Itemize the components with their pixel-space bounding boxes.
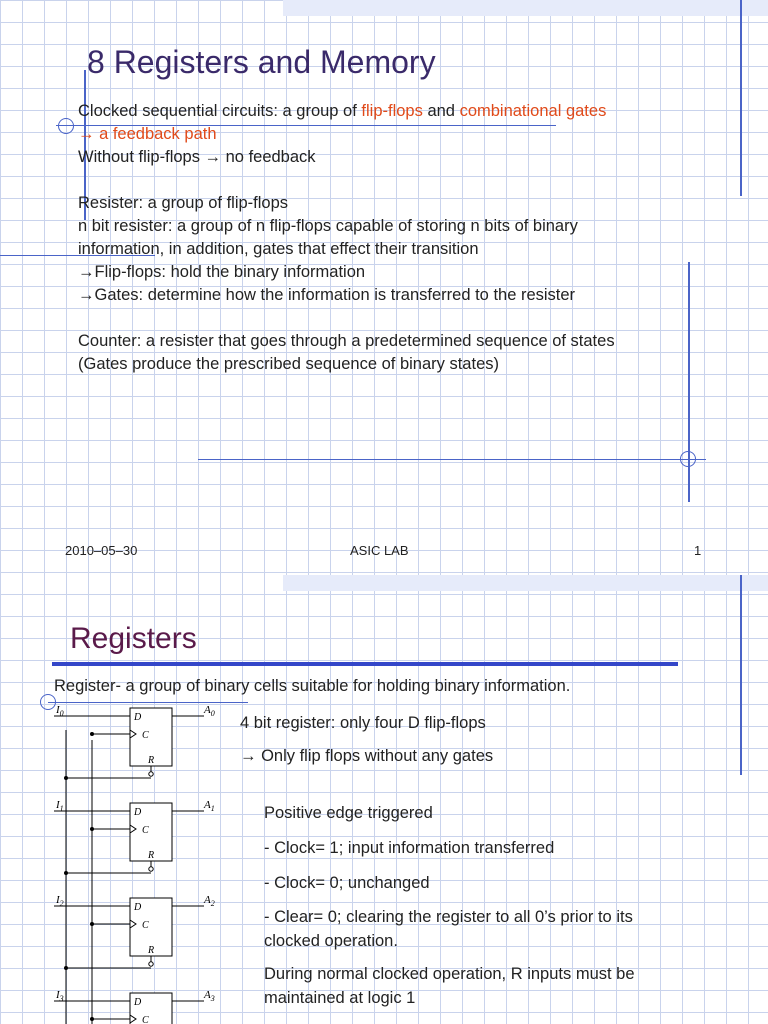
point: 4 bit register: only four D flip-flops [240, 714, 486, 732]
top-band [283, 0, 768, 16]
junction-dot [64, 871, 68, 875]
output-label-0-subscript: 0 [210, 709, 215, 718]
pin-c-label: C [142, 1015, 149, 1024]
input-label-2-subscript: 2 [59, 899, 64, 908]
register-circuit-diagram [52, 700, 232, 1024]
point: → Only flip flops without any gates [240, 747, 494, 765]
blank-line [78, 169, 615, 192]
pin-d-label: D [134, 712, 142, 723]
top-band [283, 575, 768, 591]
body-line: Counter: a resister that goes through a predetermined sequence of states [78, 332, 615, 350]
decor-line [198, 459, 706, 460]
pin-r-label: R [148, 945, 155, 956]
decor-line [740, 575, 742, 775]
junction-dot [64, 776, 68, 780]
register-definition: Register- a group of binary cells suitable for holding binary information. [54, 677, 571, 695]
body-line [78, 100, 615, 123]
junction-dot [90, 827, 94, 831]
output-label-2: $A_2$ [204, 894, 215, 908]
blank-line [78, 307, 615, 330]
body-line: information, in addition, gates that effect their transition [78, 240, 479, 258]
pin-r-label: R [148, 850, 155, 861]
point: During normal clocked operation, R inputs must be [264, 965, 635, 983]
output-label-2-subscript: 2 [210, 899, 215, 908]
slide-body [78, 100, 615, 376]
junction-dot [90, 922, 94, 926]
clear-bubble [149, 962, 153, 966]
decor-circle [58, 118, 74, 134]
input-label-3-subscript: 3 [59, 994, 64, 1003]
highlight-flip-flops: flip-flops [361, 102, 423, 120]
input-label-1-subscript: 1 [59, 804, 64, 813]
pin-d-label: D [134, 807, 142, 818]
junction-dot [90, 732, 94, 736]
point: - Clock= 0; unchanged [264, 874, 430, 892]
slide-title: 8 Registers and Memory [87, 44, 436, 80]
junction-dot [90, 1017, 94, 1021]
pin-c-label: C [142, 825, 149, 836]
input-label-2: $I_2$ [56, 894, 64, 908]
input-label-0-subscript: 0 [59, 709, 64, 718]
pin-c-label: C [142, 920, 149, 931]
body-line: →Gates: determine how the information is transferred to the resister [78, 286, 576, 304]
clear-bubble [149, 867, 153, 871]
output-label-3: $A_3$ [204, 989, 215, 1003]
output-label-1-subscript: 1 [210, 804, 215, 813]
body-line: →Flip-flops: hold the binary information [78, 263, 366, 281]
pin-r-label: R [148, 755, 155, 766]
text-run: Clocked sequential circuits: a group of [78, 102, 362, 120]
junction-dot [64, 966, 68, 970]
footer-page-number: 1 [694, 543, 702, 558]
decor-line [740, 0, 742, 196]
output-label-1: $A_1$ [204, 799, 215, 813]
body-line: Without flip-flops → no feedback [78, 148, 316, 166]
title-underline [52, 662, 678, 666]
body-line: n bit resister: a group of n flip-flops capable of storing n bits of binary [78, 217, 578, 235]
highlight-combinational-gates: combinational gates [459, 102, 607, 120]
footer-date: 2010–05–30 [65, 543, 138, 558]
footer-lab: ASIC LAB [350, 543, 409, 558]
decor-circle [680, 451, 696, 467]
body-line: (Gates produce the prescribed sequence of binary states) [78, 355, 499, 373]
point: - Clock= 1; input information transferred [264, 839, 555, 857]
clear-bubble [149, 772, 153, 776]
point: - Clear= 0; clearing the register to all 0’s prior to its [264, 908, 633, 926]
point: maintained at logic 1 [264, 989, 416, 1007]
pin-d-label: D [134, 997, 142, 1008]
slide-title: Registers [70, 622, 197, 655]
pin-d-label: D [134, 902, 142, 913]
output-label-3-subscript: 3 [210, 994, 215, 1003]
text-run: and [422, 102, 460, 120]
point: Positive edge triggered [264, 804, 433, 822]
input-label-0: $I_0$ [56, 704, 64, 718]
flip-flop-group [54, 704, 215, 1024]
input-label-3: $I_3$ [56, 989, 64, 1003]
highlight-feedback-path: → a feedback path [78, 125, 217, 143]
pin-c-label: C [142, 730, 149, 741]
point: clocked operation. [264, 932, 398, 950]
input-label-1: $I_1$ [56, 799, 64, 813]
body-line: Resister: a group of flip-flops [78, 194, 289, 212]
output-label-0: $A_0$ [204, 704, 215, 718]
